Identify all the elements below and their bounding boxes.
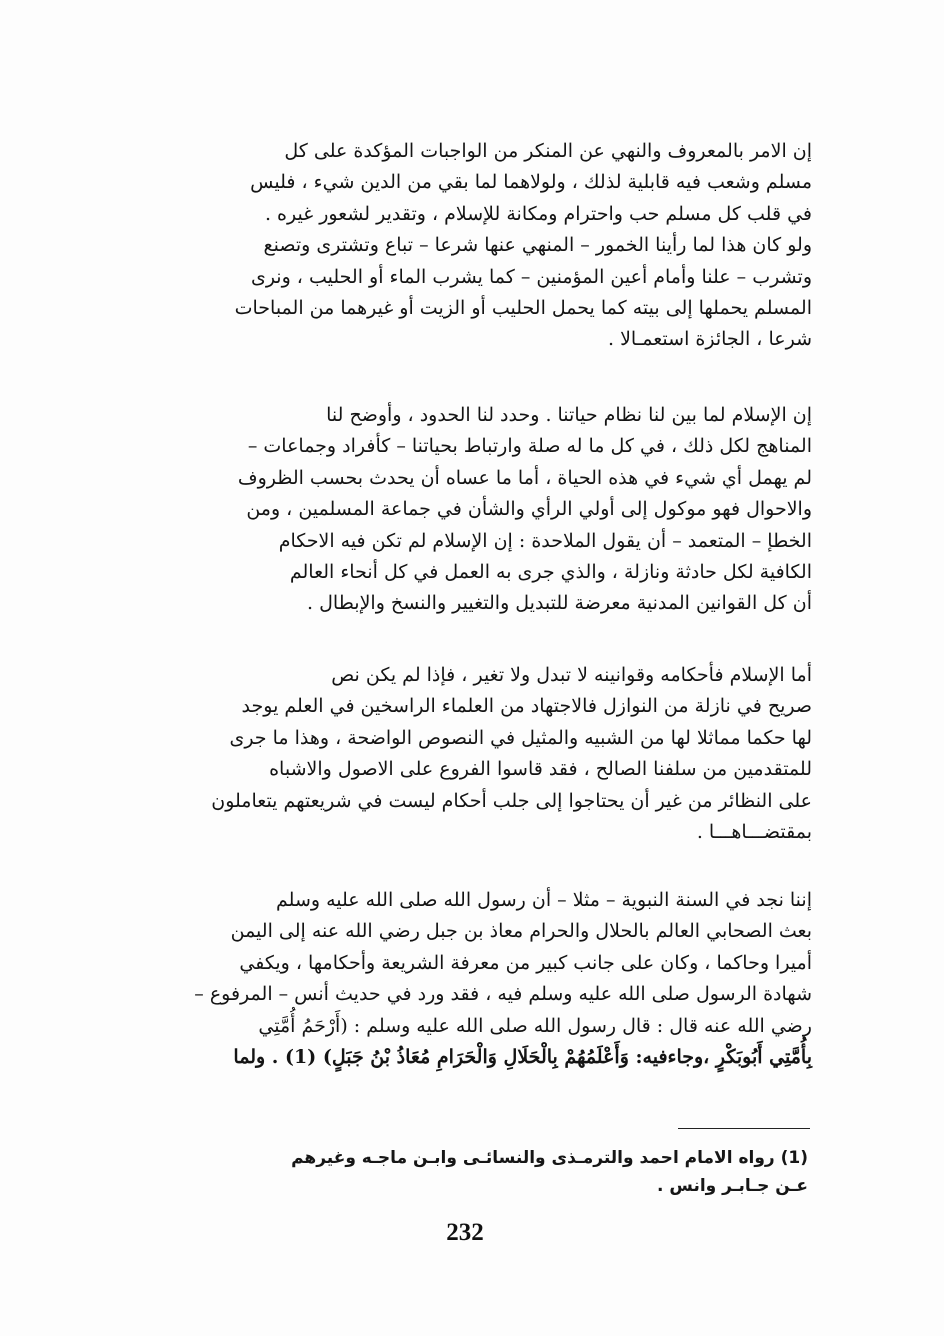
footnote-divider xyxy=(678,1128,810,1129)
paragraph-3 xyxy=(118,660,812,848)
paragraph-line: إن الإسلام لما بين لنا نظام حياتنا . وحدد لنا الحدود ، وأوضح لنا xyxy=(326,404,812,426)
paragraph-line: أن كل القوانين المدنية معرضة للتبديل والتغيير والنسخ والإبطال . xyxy=(307,592,812,615)
paragraph-line: للمتقدمين من سلفنا الصالح ، فقد قاسوا الفروع على الاصول والاشباه xyxy=(269,758,812,781)
paragraph-4 xyxy=(118,885,812,1073)
footnote-line: (1) رواه الامام احمد والترمـذى والنسائـى وابـن ماجـه وغيرهم xyxy=(291,1148,808,1168)
paragraph-line: شهادة الرسول صلى الله عليه وسلم فيه ، فقد ورد في حديث أنس – المرفوع – xyxy=(194,983,812,1006)
footnote-line: عـن جـابـر وانس . xyxy=(657,1176,808,1196)
paragraph-line: أميرا وحاكما ، وكان على جانب كبير من معرفة الشريعة وأحكامها ، ويكفي xyxy=(239,951,812,974)
paragraph-line: إن الامر بالمعروف والنهي عن المنكر من الواجبات المؤكدة على كل xyxy=(284,140,812,162)
paragraph-line: على النظائر من غير أن يحتاجوا إلى جلب أحكام ليست في شريعتهم يتعاملون xyxy=(211,789,812,812)
paragraph-line: أما الإسلام فأحكامه وقوانينه لا تبدل ولا تغير ، فإذا لم يكن نص xyxy=(331,664,812,686)
paragraph-1 xyxy=(118,136,812,356)
paragraph-line: وتشرب – علنا وأمام أعين المؤمنين – كما يشرب الماء أو الحليب ، ونرى xyxy=(250,265,812,288)
paragraph-line: الكافية لكل حادثة ونازلة ، والذي جرى به العمل في كل أنحاء العالم xyxy=(289,561,812,584)
paragraph-line: في قلب كل مسلم حب واحترام ومكانة للإسلام ، وتقدير لشعور غيره . xyxy=(264,202,812,225)
footnote xyxy=(118,1144,808,1200)
paragraph-line: صريح في نازلة من النوازل فالاجتهاد من العلماء الراسخين في العلم يوجد xyxy=(241,695,812,718)
paragraph-line: رضي الله عنه قال : قال رسول الله صلى الله عليه وسلم : (أَرْحَمُ أُمَّتِي xyxy=(258,1014,812,1037)
paragraph-line: المسلم يحملها إلى بيته كما يحمل الحليب أو الزيت أو غيرهما من المباحات xyxy=(234,297,812,320)
paragraph-line: الخطإ – المتعمد – أن يقول الملاحدة : إن الإسلام لم تكن فيه الاحكام xyxy=(278,529,812,552)
paragraph-line: المناهج لكل ذلك ، في كل ما له صلة وارتباط بحياتنا – كأفراد وجماعات – xyxy=(247,435,812,458)
paragraph-line: مسلم وشعب فيه قابلية لذلك ، ولولاهما لما بقي من الدين شيء ، فليس xyxy=(250,171,812,194)
paragraph-line: بعث الصحابي العالم بالحلال والحرام معاذ بن جبل رضي الله عنه إلى اليمن xyxy=(230,920,812,943)
paragraph-line: إننا نجد في السنة النبوية – مثلا – أن رسول الله صلى الله عليه وسلم xyxy=(276,889,812,911)
page-number: 232 xyxy=(446,1219,484,1246)
paragraph-line: لها حكما مماثلا لها من الشبيه والمثيل في النصوص الواضحة ، وهذا ما جرى xyxy=(229,726,812,749)
paragraph-line: لم يهمل أي شيء في هذه الحياة ، أما ما عساه أن يحدث بحسب الظروف xyxy=(237,466,812,489)
paragraph-line: ولو كان هذا لما رأينا الخمور – المنهي عنها شرعا – تباع وتشترى وتصنع xyxy=(263,234,812,257)
paragraph-line: شرعا ، الجائزة استعمـالا . xyxy=(608,328,812,351)
hadith-quote-line: بِأُمَّتِي أَبُوبَكْرٍ ،وجاءفيه: وَأَعْلَمُهُمْ بِالْحَلَالِ وَالْحَرَامِ مُعَاذُ بْنُ جَبَلٍ) (1) . ولما xyxy=(233,1046,812,1069)
paragraph-line: بمقتضـــاهـــا . xyxy=(696,821,812,844)
paragraph-2 xyxy=(118,400,812,620)
paragraph-line: والاحوال فهو موكول إلى أولي الرأي والشأن في جماعة المسلمين ، ومن xyxy=(246,498,812,521)
